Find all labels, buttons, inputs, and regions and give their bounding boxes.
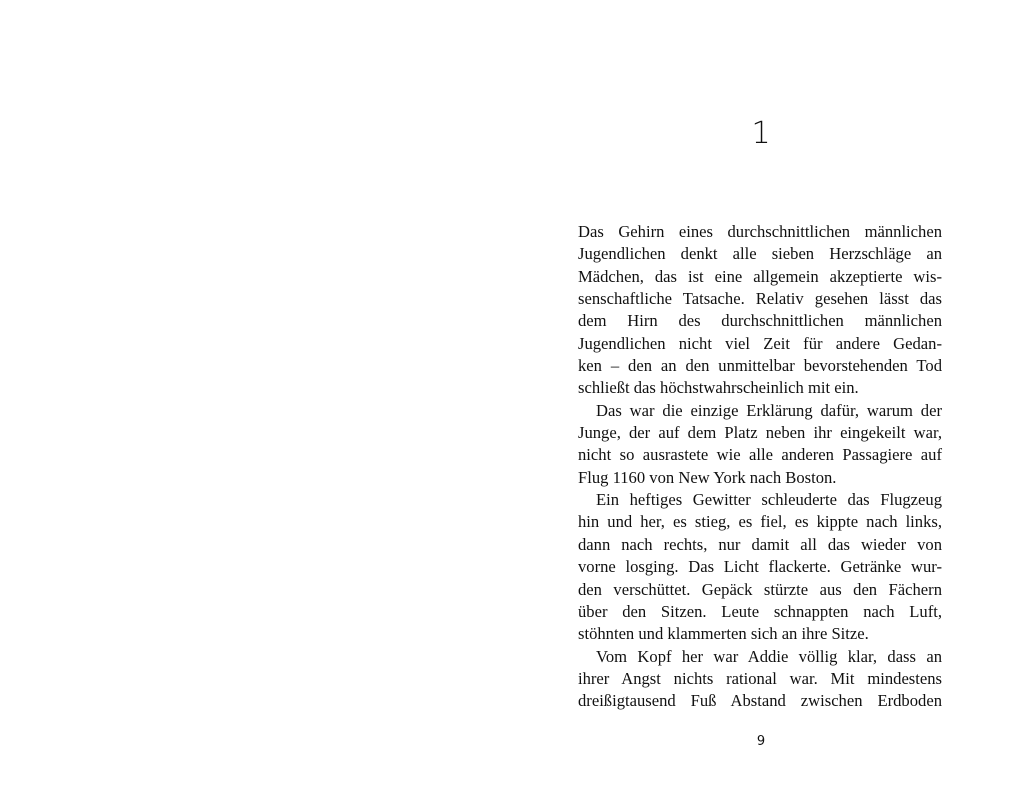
text-line: dem Hirn des durchschnittlichen männlichen [578,311,942,331]
right-page [510,0,1020,808]
text-line: nicht so ausrastete wie alle anderen Passagiere auf [578,445,942,465]
text-line: über den Sitzen. Leute schnappten nach Luft, [578,601,942,621]
text-line: senschaftliche Tatsache. Relativ gesehen lässt das [578,289,942,309]
text-line: Jugendlichen nicht viel Zeit für andere Gedan- [578,333,942,353]
text-line: vorne losging. Das Licht flackerte. Getränke wur- [578,557,942,577]
text-line: dann nach rechts, nur damit all das wieder von [578,534,942,554]
text-line: Ein heftiges Gewitter schleuderte das Flugzeug [596,490,942,510]
text-line: Das war die einzige Erklärung dafür, warum der [596,400,942,420]
paragraph [578,221,942,400]
text-line: dreißigtausend Fuß Abstand zwischen Erdboden [578,691,942,711]
page-number: 9 [756,734,766,749]
text-line: Jugendlichen denkt alle sieben Herzschläge an [578,244,942,264]
chapter-number: 1 [751,116,771,151]
text-line: Mädchen, das ist eine allgemein akzeptierte wis- [578,266,942,286]
text-line: stöhnten und klammerten sich an ihre Sitze. [578,624,869,644]
text-line: Flug 1160 von New York nach Boston. [578,467,837,487]
text-line: den verschüttet. Gepäck stürzte aus den Fächern [578,579,942,599]
text-line: Das Gehirn eines durchschnittlichen männlichen [578,222,942,241]
paragraph [578,489,942,645]
text-line: Junge, der auf dem Platz neben ihr eingekeilt war, [578,423,942,443]
text-line: schließt das höchstwahrscheinlich mit ein. [578,378,859,398]
text-line: hin und her, es stieg, es fiel, es kippte nach links, [578,512,942,532]
text-line: Vom Kopf her war Addie völlig klar, dass an [596,646,942,666]
chapter-body-text [578,221,942,713]
text-line: ihrer Angst nichts rational war. Mit mindestens [578,668,942,688]
paragraph [578,400,942,489]
text-line: ken – den an den unmittelbar bevorstehenden Tod [578,356,942,376]
paragraph [578,646,942,713]
